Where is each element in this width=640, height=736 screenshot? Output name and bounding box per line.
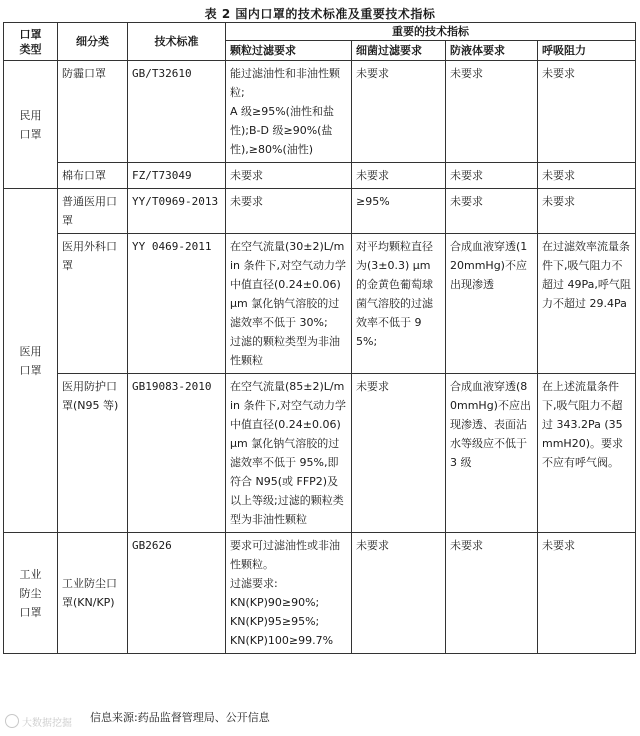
row-fluid: 未要求	[446, 163, 538, 189]
table-title: 表 2 国内口罩的技术标准及重要技术指标	[204, 7, 436, 21]
row-bacteria: 未要求	[352, 61, 446, 163]
header-breathing-resistance: 呼吸阻力	[538, 41, 636, 61]
row-standard: YY 0469-2011	[128, 234, 226, 374]
row-fluid: 未要求	[446, 61, 538, 163]
group-industrial: 工业 防尘 口罩	[4, 533, 58, 654]
row-bacteria: ≥95%	[352, 189, 446, 234]
row-particle: 能过滤油性和非油性颗粒; A 级≥95%(油性和盐性);B-D 级≥90%(盐性),≥80%(油性)	[226, 61, 352, 163]
header-bacteria-filtration: 细菌过滤要求	[352, 41, 446, 61]
row-subtype: 工业防尘口罩(KN/KP)	[58, 533, 128, 654]
table-row	[4, 234, 636, 374]
row-subtype: 棉布口罩	[58, 163, 128, 189]
table-row	[4, 374, 636, 533]
row-breathing: 在过滤效率流量条件下,吸气阻力不超过 49Pa,呼气阻力不超过 29.4Pa	[538, 234, 636, 374]
row-standard: FZ/T73049	[128, 163, 226, 189]
watermark	[5, 714, 72, 729]
watermark-text: 大数据挖掘	[22, 718, 72, 729]
row-standard: GB/T32610	[128, 61, 226, 163]
row-particle: 在空气流量(30±2)L/min 条件下,对空气动力学中值直径(0.24±0.06) μm 氯化钠气溶胶的过滤效率不低于 30%; 过滤的颗粒类型为非油性颗粒	[226, 234, 352, 374]
source-note: 信息来源:药品监督管理局、公开信息	[90, 711, 270, 724]
group-medical: 医用 口罩	[4, 189, 58, 533]
table-row	[4, 61, 636, 163]
table-row	[4, 533, 636, 654]
row-bacteria: 未要求	[352, 533, 446, 654]
standards-table	[3, 22, 636, 654]
row-particle: 在空气流量(85±2)L/min 条件下,对空气动力学中值直径(0.24±0.06) μm 氯化钠气溶胶的过滤效率不低于 95%,即符合 N95(或 FFP2)及以上等级;过滤的颗粒类型为非油性颗粒	[226, 374, 352, 533]
row-subtype: 医用防护口罩(N95 等)	[58, 374, 128, 533]
row-fluid: 合成血液穿透(120mmHg)不应出现渗透	[446, 234, 538, 374]
header-subtype: 细分类	[58, 23, 128, 61]
watermark-logo-icon	[5, 714, 19, 728]
header-row-1	[4, 23, 636, 41]
row-standard: GB2626	[128, 533, 226, 654]
row-standard: GB19083-2010	[128, 374, 226, 533]
row-particle: 要求可过滤油性或非油性颗粒。 过滤要求: KN(KP)90≥90%; KN(KP)95≥95%; KN(KP)100≥99.7%	[226, 533, 352, 654]
row-breathing: 未要求	[538, 189, 636, 234]
row-fluid: 未要求	[446, 533, 538, 654]
row-breathing: 未要求	[538, 61, 636, 163]
row-bacteria: 对平均颗粒直径为(3±0.3) μm 的金黄色葡萄球菌气溶胶的过滤效率不低于 95%;	[352, 234, 446, 374]
row-fluid: 合成血液穿透(80mmHg)不应出现渗透、表面沾水等级应不低于 3 级	[446, 374, 538, 533]
row-particle: 未要求	[226, 189, 352, 234]
header-standard: 技术标准	[128, 23, 226, 61]
row-breathing: 在上述流量条件下,吸气阻力不超过 343.2Pa (35mmH20)。要求不应有呼气阀。	[538, 374, 636, 533]
row-subtype: 普通医用口罩	[58, 189, 128, 234]
header-particle-filtration: 颗粒过滤要求	[226, 41, 352, 61]
row-fluid: 未要求	[446, 189, 538, 234]
row-subtype: 防霾口罩	[58, 61, 128, 163]
row-bacteria: 未要求	[352, 163, 446, 189]
header-fluid-resistance: 防液体要求	[446, 41, 538, 61]
row-subtype: 医用外科口罩	[58, 234, 128, 374]
group-civil: 民用 口罩	[4, 61, 58, 189]
row-breathing: 未要求	[538, 533, 636, 654]
row-bacteria: 未要求	[352, 374, 446, 533]
header-mask-type: 口罩 类型	[4, 23, 58, 61]
table-row	[4, 189, 636, 234]
row-breathing: 未要求	[538, 163, 636, 189]
row-standard: YY/T0969-2013	[128, 189, 226, 234]
table-row	[4, 163, 636, 189]
header-key-indicators: 重要的技术指标	[226, 23, 636, 41]
row-particle: 未要求	[226, 163, 352, 189]
